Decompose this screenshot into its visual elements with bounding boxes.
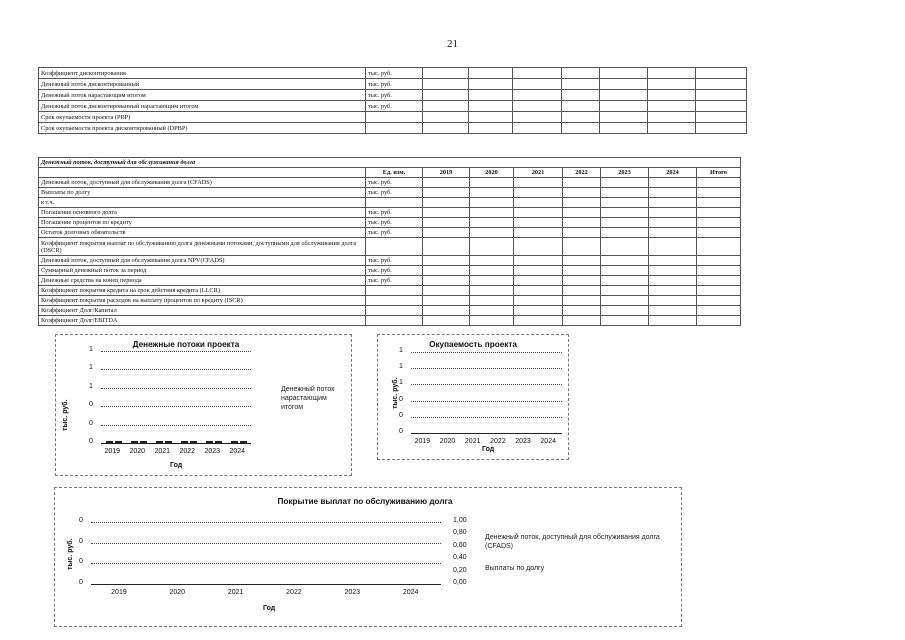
x-tick-label: 2019 bbox=[414, 438, 431, 445]
x-tick-label: 2023 bbox=[204, 448, 221, 455]
row-unit bbox=[366, 306, 423, 316]
table-cell bbox=[649, 198, 697, 208]
table-cell bbox=[423, 198, 470, 208]
cfads-table-title: Денежный поток, доступный для обслуживания долга bbox=[39, 158, 741, 168]
gridline bbox=[411, 384, 562, 385]
table-cell bbox=[649, 316, 697, 326]
x-axis-label: Год bbox=[263, 605, 276, 612]
table-row bbox=[39, 101, 747, 112]
table-cell bbox=[696, 112, 747, 123]
row-unit: тыс. руб. bbox=[366, 208, 423, 218]
table-cell bbox=[697, 208, 741, 218]
chart-title: Денежные потоки проекта bbox=[132, 340, 240, 349]
x-tick-label: 2021 bbox=[464, 438, 481, 445]
y2-tick-label: 0,20 bbox=[453, 566, 467, 574]
row-unit bbox=[366, 123, 423, 134]
table-cell bbox=[649, 238, 697, 256]
y-axis-label: тыс. руб. bbox=[392, 377, 399, 409]
table-cell bbox=[697, 256, 741, 266]
x-axis-label: Год bbox=[170, 462, 183, 469]
table-cell bbox=[423, 188, 470, 198]
table-cell bbox=[696, 123, 747, 134]
row-unit: тыс. руб. bbox=[366, 276, 423, 286]
x-tick-label: 2022 bbox=[490, 438, 506, 445]
bar bbox=[140, 441, 147, 443]
row-label: в т.ч. bbox=[39, 198, 366, 208]
y-tick-label: 0 bbox=[79, 537, 83, 545]
table-row bbox=[39, 286, 741, 296]
table-cell bbox=[514, 178, 563, 188]
x-axis-line bbox=[91, 584, 441, 585]
x-axis-line bbox=[101, 443, 251, 444]
row-unit bbox=[366, 286, 423, 296]
table-cell bbox=[514, 238, 563, 256]
bar bbox=[106, 441, 113, 443]
table-cell bbox=[649, 286, 697, 296]
row-label: Денежные средства на конец периода bbox=[39, 276, 366, 286]
table-row bbox=[39, 79, 747, 90]
row-unit: тыс. руб. bbox=[366, 90, 423, 101]
x-tick-label: 2020 bbox=[169, 589, 186, 596]
table-cell bbox=[562, 112, 600, 123]
chart-payback bbox=[377, 334, 569, 460]
table-cell bbox=[514, 266, 563, 276]
table-cell bbox=[600, 68, 648, 79]
table-cell bbox=[470, 218, 514, 228]
x-tick-label: 2022 bbox=[179, 448, 196, 455]
table-row bbox=[39, 188, 741, 198]
table-cell bbox=[469, 79, 513, 90]
table-cell bbox=[423, 266, 470, 276]
x-tick-label: 2022 bbox=[286, 589, 302, 596]
table-row bbox=[39, 296, 741, 306]
table-cell bbox=[470, 228, 514, 238]
table-cell bbox=[649, 188, 697, 198]
x-tick-label: 2023 bbox=[344, 589, 361, 596]
table-cell bbox=[696, 101, 747, 112]
table-row bbox=[39, 266, 741, 276]
bar bbox=[115, 441, 122, 443]
row-label: Коэффициент покрытия расходов на выплату процентов по кредиту (ISCR) bbox=[39, 296, 366, 306]
table-cell bbox=[562, 101, 600, 112]
table-cell bbox=[696, 90, 747, 101]
table-cell bbox=[697, 306, 741, 316]
y-tick-label: 1 bbox=[89, 364, 93, 372]
table-cell bbox=[470, 266, 514, 276]
gridline bbox=[101, 351, 251, 352]
row-unit: тыс. руб. bbox=[366, 188, 423, 198]
table-cell bbox=[469, 68, 513, 79]
x-tick-label: 2024 bbox=[540, 438, 556, 445]
table-cell bbox=[513, 79, 562, 90]
bar bbox=[206, 441, 213, 443]
table-cell bbox=[470, 296, 514, 306]
table-row bbox=[39, 198, 741, 208]
y-tick-label: 0 bbox=[399, 411, 403, 419]
column-header: 2024 bbox=[649, 168, 697, 178]
table-cell bbox=[470, 208, 514, 218]
table-cell bbox=[513, 68, 562, 79]
table-cell bbox=[601, 178, 649, 188]
table-cell bbox=[469, 123, 513, 134]
row-unit bbox=[366, 296, 423, 306]
table-row bbox=[39, 123, 747, 134]
table-row bbox=[39, 90, 747, 101]
table-cell bbox=[423, 296, 470, 306]
table-cell bbox=[423, 68, 469, 79]
column-header: Итого bbox=[697, 168, 741, 178]
table-row bbox=[39, 228, 741, 238]
table-row bbox=[39, 238, 741, 256]
x-tick-label: 2023 bbox=[515, 438, 531, 445]
x-tick-label: 2019 bbox=[111, 589, 127, 596]
table-cell bbox=[697, 286, 741, 296]
table-cell bbox=[469, 90, 513, 101]
legend-entry-payments: Выплаты по долгу bbox=[485, 565, 545, 572]
table-cell bbox=[563, 228, 601, 238]
table-row bbox=[39, 218, 741, 228]
table-cell bbox=[470, 306, 514, 316]
y-tick-label: 1 bbox=[89, 382, 93, 390]
table-cell bbox=[469, 112, 513, 123]
table-cell bbox=[600, 123, 648, 134]
x-tick-label: 2021 bbox=[154, 448, 171, 455]
table-cell bbox=[470, 188, 514, 198]
y2-tick-label: 0,60 bbox=[453, 541, 467, 549]
y-tick-label: 0 bbox=[399, 395, 403, 403]
column-header: Ед. изм. bbox=[366, 168, 423, 178]
table-cell bbox=[601, 218, 649, 228]
y2-tick-label: 0,00 bbox=[453, 579, 467, 586]
table-row bbox=[39, 68, 747, 79]
x-tick-label: 2024 bbox=[229, 448, 246, 455]
table-cell bbox=[514, 276, 563, 286]
table-cell bbox=[649, 208, 697, 218]
row-label: Денежный поток дисконтированный нарастающим итогом bbox=[39, 101, 366, 112]
gridline bbox=[411, 352, 562, 353]
table-cell bbox=[600, 79, 648, 90]
table-cell bbox=[648, 123, 696, 134]
table-cell bbox=[423, 101, 469, 112]
row-unit: тыс. руб. bbox=[366, 228, 423, 238]
row-label: Коэффициент Долг/EBITDA bbox=[39, 316, 366, 326]
table-cell bbox=[697, 296, 741, 306]
table-cell bbox=[514, 316, 563, 326]
gridline bbox=[101, 369, 251, 370]
bar bbox=[131, 441, 138, 443]
table-cell bbox=[562, 90, 600, 101]
row-unit: тыс. руб. bbox=[366, 68, 423, 79]
table-cell bbox=[563, 238, 601, 256]
table-cell bbox=[423, 208, 470, 218]
table-row bbox=[39, 256, 741, 266]
row-unit: тыс. руб. bbox=[366, 79, 423, 90]
y-tick-label: 1 bbox=[89, 346, 93, 353]
table-cell bbox=[601, 238, 649, 256]
column-header: 2022 bbox=[563, 168, 601, 178]
row-unit bbox=[366, 238, 423, 256]
table-cell bbox=[563, 208, 601, 218]
row-label: Суммарный денежный поток за период bbox=[39, 266, 366, 276]
table-cell bbox=[563, 276, 601, 286]
table-cell bbox=[513, 123, 562, 134]
table-cell bbox=[470, 316, 514, 326]
table-cell bbox=[696, 68, 747, 79]
table-cell bbox=[648, 79, 696, 90]
x-tick-label: 2020 bbox=[129, 448, 146, 455]
table-row bbox=[39, 316, 741, 326]
row-label: Коэффициент Долг/Капитал bbox=[39, 306, 366, 316]
table-cell bbox=[514, 208, 563, 218]
x-axis-label: Год bbox=[482, 446, 495, 453]
y-tick-label: 0 bbox=[79, 517, 83, 524]
gridline bbox=[101, 425, 251, 426]
table-cell bbox=[600, 112, 648, 123]
table-cell bbox=[562, 68, 600, 79]
row-label: Погашение основного долга bbox=[39, 208, 366, 218]
row-label: Выплаты по долгу bbox=[39, 188, 366, 198]
table-cell bbox=[563, 256, 601, 266]
table-cell bbox=[470, 238, 514, 256]
column-header: 2020 bbox=[470, 168, 514, 178]
table-cell bbox=[563, 306, 601, 316]
row-label: Погашение процентов по кредиту bbox=[39, 218, 366, 228]
table-cell bbox=[423, 123, 469, 134]
table-cell bbox=[648, 90, 696, 101]
table-cell bbox=[601, 316, 649, 326]
table-cell bbox=[563, 188, 601, 198]
gridline bbox=[101, 406, 251, 407]
table-cell bbox=[514, 296, 563, 306]
y-tick-label: 0 bbox=[89, 419, 93, 427]
legend-entry: Денежный поток нарастающим итогом bbox=[281, 386, 335, 411]
chart-cash-flows bbox=[55, 334, 352, 476]
y-tick-label: 0 bbox=[89, 401, 93, 409]
table-cell bbox=[514, 256, 563, 266]
column-header: 2023 bbox=[601, 168, 649, 178]
x-tick-label: 2020 bbox=[439, 438, 456, 445]
table-cell bbox=[697, 198, 741, 208]
table-cell bbox=[470, 276, 514, 286]
table-cell bbox=[601, 286, 649, 296]
table-cell bbox=[601, 198, 649, 208]
table-cell bbox=[601, 306, 649, 316]
table-cell bbox=[697, 188, 741, 198]
row-label: Коэффициент покрытия кредита на срок действия кредита (LLCR) bbox=[39, 286, 366, 296]
column-header: 2019 bbox=[423, 168, 470, 178]
table-cell bbox=[423, 218, 470, 228]
table-cell bbox=[601, 208, 649, 218]
table-cell bbox=[423, 238, 470, 256]
table-cell bbox=[696, 79, 747, 90]
y-axis-label: тыс. руб. bbox=[62, 399, 69, 431]
y2-tick-label: 0,40 bbox=[453, 554, 467, 562]
table-cell bbox=[601, 266, 649, 276]
bar bbox=[181, 441, 188, 443]
page-number: 21 bbox=[447, 38, 458, 50]
table-cell bbox=[563, 198, 601, 208]
table-cell bbox=[601, 276, 649, 286]
table-cell bbox=[514, 286, 563, 296]
row-unit: тыс. руб. bbox=[366, 178, 423, 188]
table-cell bbox=[601, 296, 649, 306]
y2-tick-label: 0,80 bbox=[453, 529, 467, 537]
table-cell bbox=[562, 123, 600, 134]
table-cell bbox=[600, 90, 648, 101]
table-cell bbox=[697, 178, 741, 188]
table-cell bbox=[649, 178, 697, 188]
table-cell bbox=[563, 218, 601, 228]
table-cell bbox=[423, 90, 469, 101]
table-cell bbox=[648, 112, 696, 123]
table-cell bbox=[649, 256, 697, 266]
row-unit: тыс. руб. bbox=[366, 256, 423, 266]
x-tick-label: 2024 bbox=[402, 589, 419, 596]
column-header: 2021 bbox=[514, 168, 563, 178]
y-tick-label: 0 bbox=[79, 558, 83, 566]
y-tick-label: 1 bbox=[399, 347, 403, 354]
table-cell bbox=[563, 316, 601, 326]
row-label: Остаток долговых обязательств bbox=[39, 228, 366, 238]
row-label: Денежный поток, доступный для обслуживания долга NPV(CFADS) bbox=[39, 256, 366, 266]
table-row bbox=[39, 276, 741, 286]
table-cell bbox=[470, 286, 514, 296]
table-cell bbox=[423, 228, 470, 238]
table-cell bbox=[563, 266, 601, 276]
table-cell bbox=[648, 68, 696, 79]
discount-table bbox=[38, 67, 747, 134]
row-unit: тыс. руб. bbox=[366, 266, 423, 276]
gridline bbox=[411, 401, 562, 402]
table-cell bbox=[470, 198, 514, 208]
chart-title: Покрытие выплат по обслуживанию долга bbox=[277, 497, 453, 506]
table-cell bbox=[649, 266, 697, 276]
table-cell bbox=[514, 306, 563, 316]
y-tick-label: 0 bbox=[399, 428, 403, 435]
table-cell bbox=[697, 316, 741, 326]
row-label: Денежный поток дисконтированный bbox=[39, 79, 366, 90]
bar bbox=[156, 441, 163, 443]
gridline bbox=[91, 543, 441, 544]
gridline bbox=[91, 522, 441, 523]
bar bbox=[165, 441, 172, 443]
row-unit bbox=[366, 198, 423, 208]
x-tick-label: 2021 bbox=[227, 589, 244, 596]
table-cell bbox=[697, 238, 741, 256]
table-cell bbox=[469, 101, 513, 112]
table-cell bbox=[697, 218, 741, 228]
row-unit bbox=[366, 316, 423, 326]
row-label: Срок окупаемости проекта дисконтированный (DPBP) bbox=[39, 123, 366, 134]
table-cell bbox=[562, 79, 600, 90]
row-label: Денежный поток нарастающим итогом bbox=[39, 90, 366, 101]
table-cell bbox=[423, 306, 470, 316]
gridline bbox=[101, 388, 251, 389]
table-cell bbox=[513, 90, 562, 101]
y-tick-label: 1 bbox=[399, 379, 403, 387]
row-label: Коэффициент покрытия выплат по обслуживанию долга денежными потоками, доступными для обслуживания долга (DSCR) bbox=[39, 238, 366, 256]
table-cell bbox=[600, 101, 648, 112]
table-cell bbox=[423, 178, 470, 188]
row-unit: тыс. руб. bbox=[366, 101, 423, 112]
table-cell bbox=[514, 188, 563, 198]
table-cell bbox=[513, 112, 562, 123]
table-cell bbox=[563, 178, 601, 188]
y-tick-label: 0 bbox=[89, 438, 93, 445]
row-label: Денежный поток, доступный для обслуживания долга (CFADS) bbox=[39, 178, 366, 188]
table-cell bbox=[563, 296, 601, 306]
table-cell bbox=[423, 112, 469, 123]
bar bbox=[231, 441, 238, 443]
table-cell bbox=[649, 276, 697, 286]
table-cell bbox=[697, 276, 741, 286]
legend-entry-cfads: Денежный поток, доступный для обслуживания долга (CFADS) bbox=[485, 534, 660, 550]
row-unit bbox=[366, 112, 423, 123]
table-cell bbox=[648, 101, 696, 112]
x-axis-line bbox=[411, 433, 562, 434]
table-cell bbox=[470, 256, 514, 266]
chart-title: Окупаемость проекта bbox=[429, 340, 517, 349]
table-cell bbox=[514, 228, 563, 238]
table-cell bbox=[514, 218, 563, 228]
y-tick-label: 0 bbox=[79, 579, 83, 586]
table-row bbox=[39, 178, 741, 188]
y-axis-label: тыс. руб. bbox=[67, 538, 74, 570]
gridline bbox=[91, 563, 441, 564]
table-cell bbox=[423, 316, 470, 326]
table-cell bbox=[423, 79, 469, 90]
bar bbox=[240, 441, 247, 443]
table-cell bbox=[601, 256, 649, 266]
table-cell bbox=[423, 276, 470, 286]
x-tick-label: 2019 bbox=[104, 448, 121, 455]
table-cell bbox=[423, 286, 470, 296]
table-cell bbox=[601, 188, 649, 198]
cfads-table bbox=[38, 157, 741, 326]
bar bbox=[190, 441, 197, 443]
table-cell bbox=[514, 198, 563, 208]
table-cell bbox=[601, 228, 649, 238]
table-cell bbox=[470, 178, 514, 188]
gridline bbox=[411, 368, 562, 369]
table-row bbox=[39, 208, 741, 218]
table-cell bbox=[649, 296, 697, 306]
table-cell bbox=[423, 256, 470, 266]
bar bbox=[215, 441, 222, 443]
table-row bbox=[39, 112, 747, 123]
row-label: Срок окупаемости проекта (PBP) bbox=[39, 112, 366, 123]
row-unit: тыс. руб. bbox=[366, 218, 423, 228]
table-cell bbox=[563, 286, 601, 296]
table-cell bbox=[649, 218, 697, 228]
table-cell bbox=[649, 306, 697, 316]
y-tick-label: 1 bbox=[399, 363, 403, 371]
table-cell bbox=[697, 228, 741, 238]
table-cell bbox=[513, 101, 562, 112]
table-cell bbox=[39, 168, 366, 178]
y2-tick-label: 1,00 bbox=[453, 517, 467, 524]
table-cell bbox=[697, 266, 741, 276]
table-header-row bbox=[39, 168, 741, 178]
row-label: Коэффициент дисконтирования bbox=[39, 68, 366, 79]
table-cell bbox=[649, 228, 697, 238]
table-row bbox=[39, 306, 741, 316]
chart-debt-coverage bbox=[54, 487, 682, 627]
gridline bbox=[411, 417, 562, 418]
